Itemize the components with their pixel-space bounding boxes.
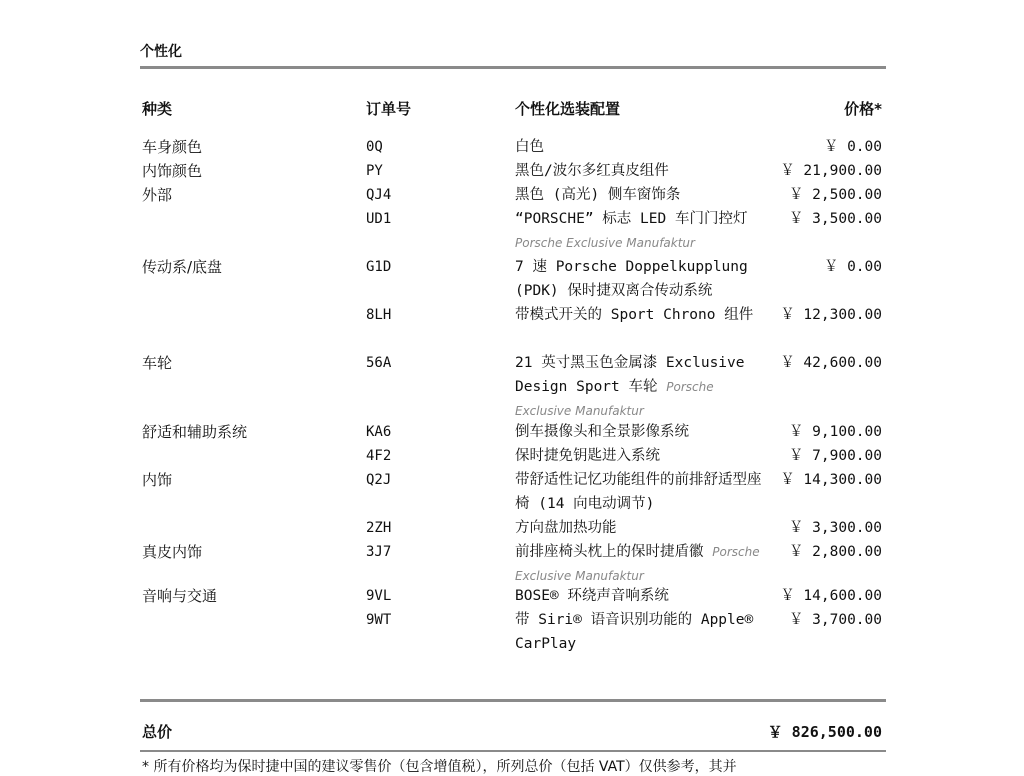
row-order-code: 56A: [366, 355, 392, 371]
section-title: 个性化: [140, 44, 182, 60]
row-type: 车身颜色: [142, 138, 203, 156]
row-config-text: 带 Siri® 语音识别功能的 Apple® CarPlay: [515, 612, 754, 652]
row-config: [515, 303, 770, 327]
row-price: ￥ 12,300.00: [780, 307, 882, 323]
column-header-price: 价格*: [844, 100, 882, 118]
row-config-note: Porsche Exclusive Manufaktur: [515, 236, 695, 250]
column-header-type: 种类: [142, 100, 173, 118]
row-order-code: QJ4: [366, 187, 392, 203]
row-order-code: G1D: [366, 259, 392, 275]
total-label: 总价: [142, 723, 173, 741]
row-config-text: 倒车摄像头和全景影像系统: [515, 424, 689, 440]
total-value: ￥ 826,500.00: [767, 723, 882, 741]
divider-top: [140, 66, 886, 69]
row-config: [515, 516, 770, 540]
row-price: ￥ 0.00: [823, 259, 882, 275]
row-config-note: Porsche Exclusive Manufaktur: [515, 380, 714, 418]
row-config: [515, 135, 770, 159]
row-order-code: 9WT: [366, 612, 392, 628]
row-order-code: KA6: [366, 424, 392, 440]
row-config-text: 黑色 (高光) 侧车窗饰条: [515, 187, 681, 203]
footnote: * 所有价格均为保时捷中国的建议零售价（包含增值税），所列总价（包括 VAT）仅供参考，其并: [142, 759, 737, 775]
row-order-code: 4F2: [366, 448, 392, 464]
row-config: [515, 183, 770, 207]
row-price: ￥ 14,300.00: [780, 472, 882, 488]
row-type: 内饰: [142, 471, 173, 489]
row-config-text: 7 速 Porsche Doppelkupplung (PDK) 保时捷双离合传动系统: [515, 259, 748, 299]
row-config: [515, 540, 770, 588]
row-config-text: 带模式开关的 Sport Chrono 组件: [515, 307, 754, 323]
row-price: ￥ 7,900.00: [788, 448, 882, 464]
row-config: [515, 159, 770, 183]
row-config-text: 白色: [515, 139, 544, 155]
row-price: ￥ 0.00: [823, 139, 882, 155]
row-price: ￥ 3,700.00: [788, 612, 882, 628]
row-config-text: 方向盘加热功能: [515, 520, 617, 536]
row-type: 真皮内饰: [142, 543, 203, 561]
row-order-code: 3J7: [366, 544, 392, 560]
row-type: 舒适和辅助系统: [142, 423, 248, 441]
row-config-text: 前排座椅头枕上的保时捷盾徽: [515, 544, 704, 560]
row-config: [515, 207, 770, 255]
row-type: 传动系/底盘: [142, 258, 223, 276]
row-config: [515, 468, 770, 516]
row-order-code: 8LH: [366, 307, 392, 323]
row-order-code: 9VL: [366, 588, 392, 604]
row-order-code: Q2J: [366, 472, 392, 488]
row-config: [515, 444, 770, 468]
row-type: 外部: [142, 186, 173, 204]
row-type: 车轮: [142, 354, 173, 372]
row-price: ￥ 2,500.00: [788, 187, 882, 203]
column-header-config: 个性化选装配置: [515, 100, 621, 118]
row-type: 内饰颜色: [142, 162, 203, 180]
row-order-code: 2ZH: [366, 520, 392, 536]
row-config-text: 黑色/波尔多红真皮组件: [515, 163, 669, 179]
divider-total: [140, 750, 886, 752]
row-order-code: PY: [366, 163, 383, 179]
row-order-code: UD1: [366, 211, 392, 227]
row-config-text: 带舒适性记忆功能组件的前排舒适型座椅 (14 向电动调节): [515, 472, 762, 512]
row-price: ￥ 14,600.00: [780, 588, 882, 604]
row-config: [515, 351, 770, 423]
row-config: [515, 255, 770, 303]
row-price: ￥ 42,600.00: [780, 355, 882, 371]
row-price: ￥ 2,800.00: [788, 544, 882, 560]
row-price: ￥ 9,100.00: [788, 424, 882, 440]
row-type: 音响与交通: [142, 587, 218, 605]
divider-bottom: [140, 699, 886, 702]
row-config: [515, 608, 770, 656]
row-price: ￥ 3,300.00: [788, 520, 882, 536]
row-config-text: 保时捷免钥匙进入系统: [515, 448, 660, 464]
row-config: [515, 420, 770, 444]
column-header-code: 订单号: [366, 100, 412, 118]
row-config: [515, 584, 770, 608]
row-config-text: “PORSCHE” 标志 LED 车门门控灯: [515, 211, 748, 227]
row-config-note: Porsche Exclusive Manufaktur: [515, 545, 760, 583]
row-order-code: 0Q: [366, 139, 383, 155]
row-price: ￥ 21,900.00: [780, 163, 882, 179]
row-config-text: 21 英寸黑玉色金属漆 Exclusive Design Sport 车轮: [515, 355, 745, 395]
row-config-text: BOSE® 环绕声音响系统: [515, 588, 669, 604]
row-price: ￥ 3,500.00: [788, 211, 882, 227]
